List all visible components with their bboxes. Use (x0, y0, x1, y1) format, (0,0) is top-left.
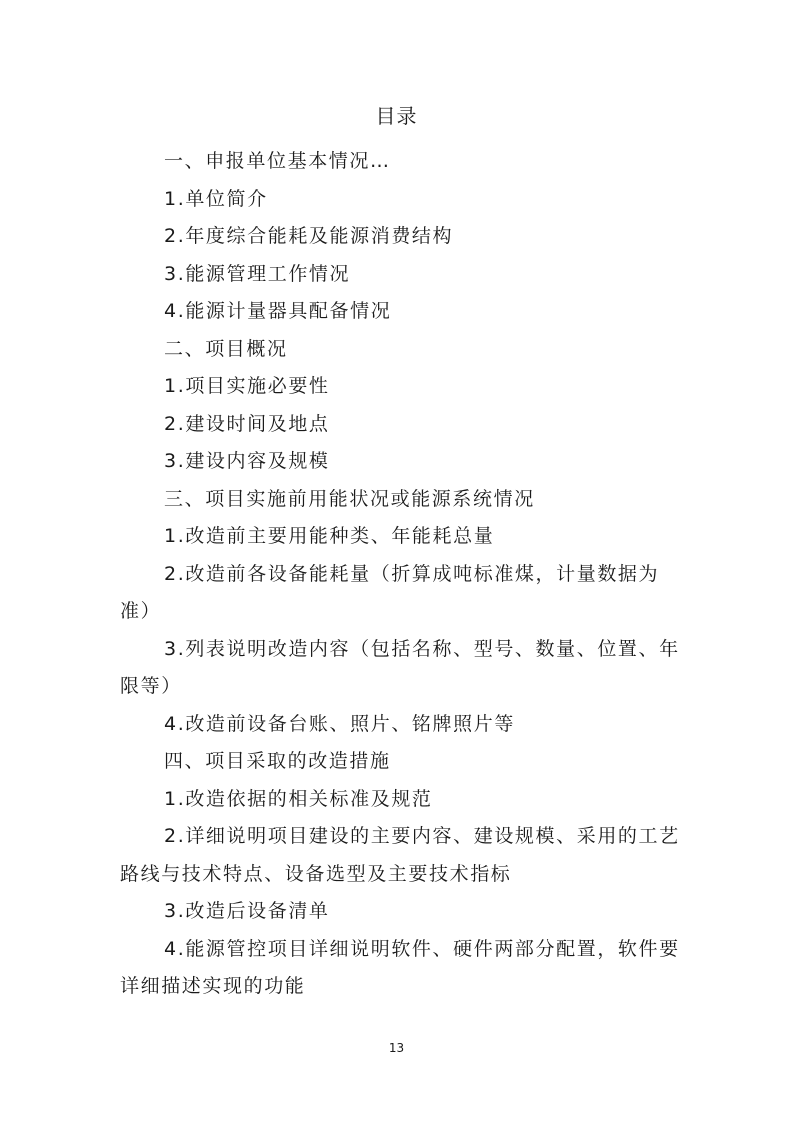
toc-item-1-1: 1.单位简介 (164, 187, 268, 210)
toc-item-3-2: 2.改造前各设备能耗量（折算成吨标准煤，计量数据为准） (120, 562, 660, 622)
toc-item-1-2: 2.年度综合能耗及能源消费结构 (164, 225, 454, 247)
toc-item-2-1: 1.项目实施必要性 (164, 375, 330, 397)
toc-item-3-1: 1.改造前主要用能种类、年能耗总量 (164, 525, 495, 547)
toc-item-2-3: 3.建设内容及规模 (164, 450, 330, 472)
toc-item-2-2: 2.建设时间及地点 (164, 412, 330, 435)
toc-item-4-3: 3.改造后设备清单 (164, 900, 330, 922)
toc-section-1: 一、申报单位基本情况… (164, 150, 391, 172)
toc-item-4-4: 4.能源管控项目详细说明软件、硬件两部分配置，软件要详细描述实现的功能 (120, 937, 680, 997)
toc-item-3-3: 3.列表说明改造内容（包括名称、型号、数量、位置、年限等） (120, 637, 680, 697)
toc-item-1-4: 4.能源计量器具配备情况 (164, 300, 392, 322)
toc-section-3: 三、项目实施前用能状况或能源系统情况 (164, 487, 535, 510)
page-number: 13 (388, 1041, 405, 1055)
toc-item-3-4: 4.改造前设备台账、照片、铭牌照片等 (164, 712, 515, 735)
page-title: 目录 (375, 104, 418, 128)
toc-section-4: 四、项目采取的改造措施 (164, 750, 391, 772)
toc-item-4-1: 1.改造依据的相关标准及规范 (164, 787, 433, 810)
toc-section-2: 二、项目概况 (164, 337, 288, 360)
toc-item-4-2: 2.详细说明项目建设的主要内容、建设规模、采用的工艺路线与技术特点、设备选型及主要技术指标 (120, 825, 680, 885)
table-of-contents (120, 143, 680, 1006)
toc-item-1-3: 3.能源管理工作情况 (164, 262, 351, 285)
